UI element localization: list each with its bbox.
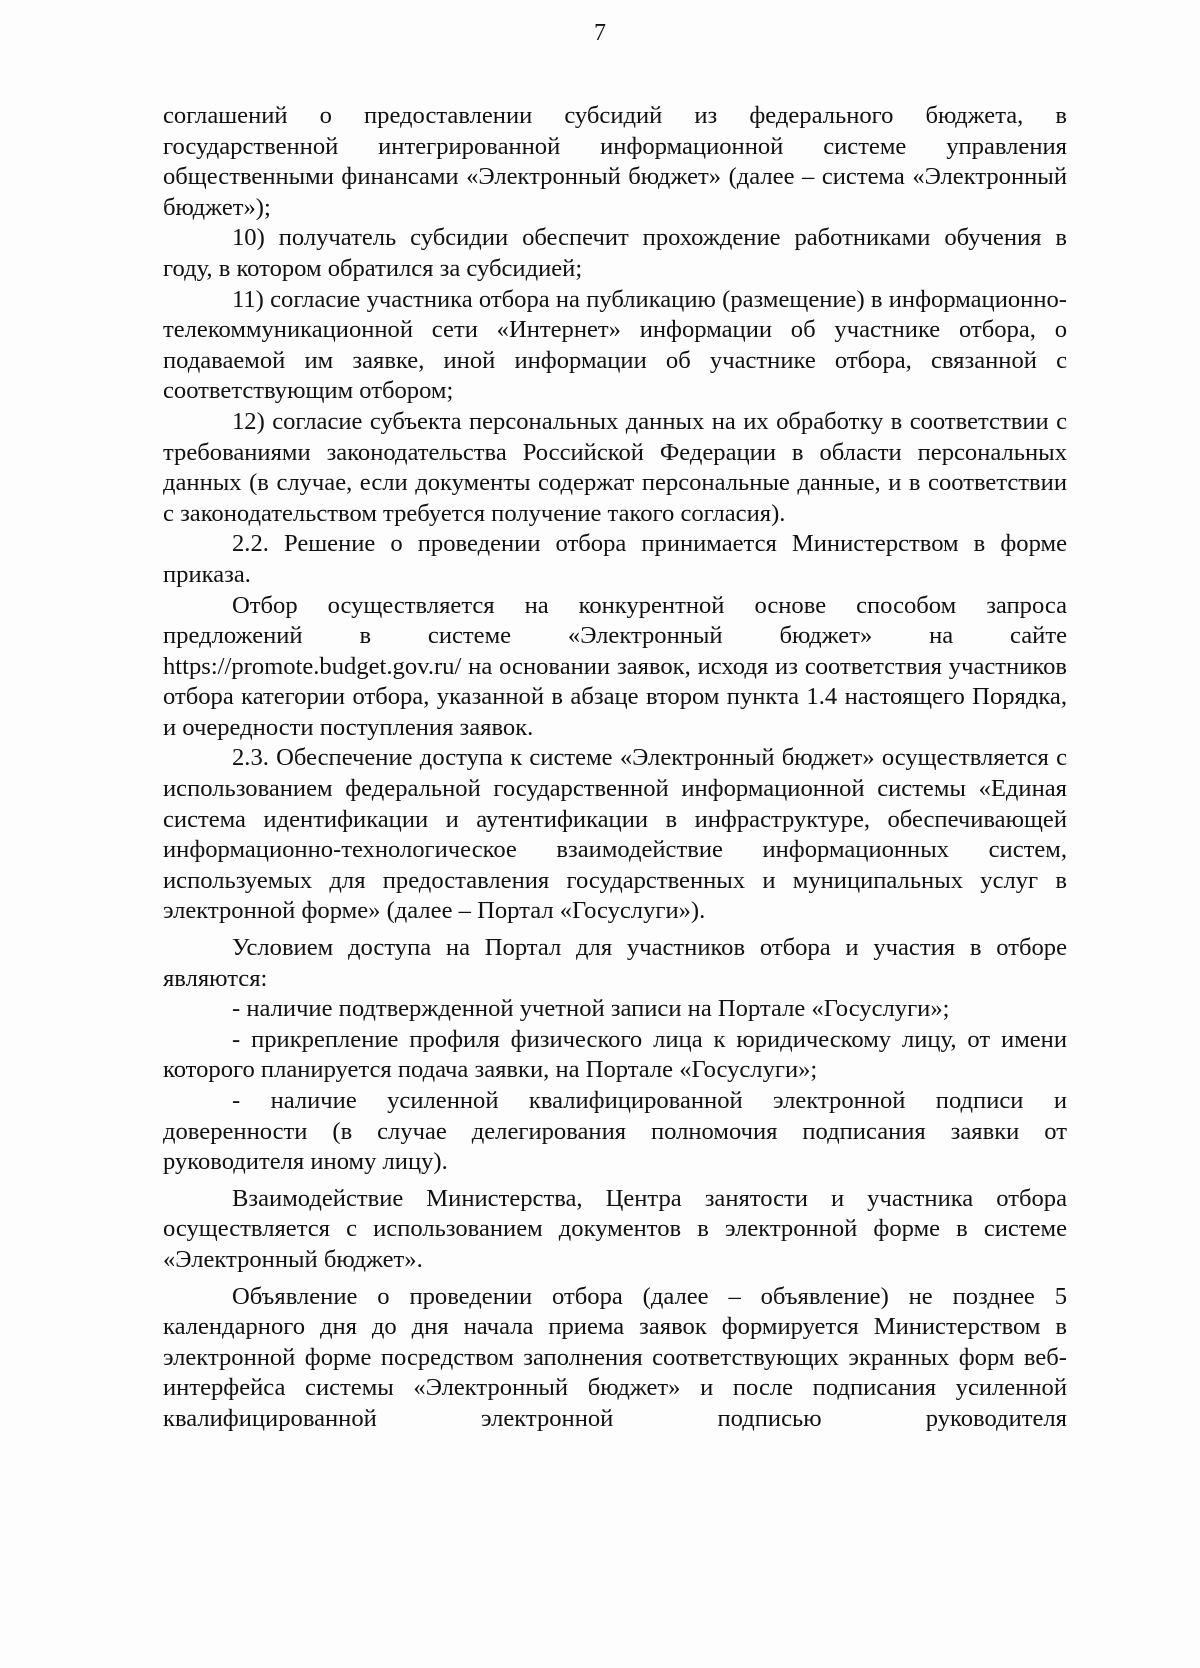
bullet-signature: - наличие усиленной квалифицированной электронной подписи и доверенности (в случае делегирования полномочия подписания заявки от руководителя иному лицу).	[163, 1087, 1067, 1176]
list-item-11: 11) согласие участника отбора на публикацию (размещение) в информационно-телекоммуникационной сети «Интернет» информации об участнике отбора, о подаваемой им заявке, иной информации об участнике отбора, связанной с соответствующим отбором;	[163, 285, 1067, 405]
bullet-profile: - прикрепление профиля физического лица к юридическому лицу, от имени которого планируется подача заявки, на Портале «Госуслуги»;	[163, 1025, 1067, 1084]
list-item-10: 10) получатель субсидии обеспечит прохождение работниками обучения в году, в котором обратился за субсидией;	[163, 224, 1067, 282]
paragraph-announcement: Объявление о проведении отбора (далее – объявление) не позднее 5 календарного дня до дня начала приема заявок формируется Министерством в электронной форме посредством заполнения соответствующих экранных форм веб-интерфейса системы «Электронный бюджет» и после подписания усиленной квалифицированной электронной подписью руководителя	[163, 1282, 1067, 1432]
document-body	[163, 101, 1067, 1435]
paragraph-selection-method: Отбор осуществляется на конкурентной основе способом запроса предложений в системе «Электронный бюджет» на сайте https://promote.budget.gov.ru/ на основании заявок, исходя из соответствия участников отбора категории отбора, указанной в абзаце втором пункта 1.4 настоящего Порядка, и очередности поступления заявок.	[163, 591, 1067, 741]
paragraph-access-conditions: Условием доступа на Портал для участников отбора и участия в отборе являются:	[163, 934, 1067, 992]
bullet-account: - наличие подтвержденной учетной записи на Портале «Госуслуги»;	[232, 995, 950, 1023]
paragraph-2-2: 2.2. Решение о проведении отбора принимается Министерством в форме приказа.	[163, 530, 1067, 588]
paragraph-continuation: соглашений о предоставлении субсидий из федерального бюджета, в государственной интегрированной информационной системе управления общественными финансами «Электронный бюджет» (далее – система «Электронный бюджет»);	[163, 102, 1067, 221]
paragraph-2-3: 2.3. Обеспечение доступа к системе «Электронный бюджет» осуществляется с использованием федеральной государственной информационной системы «Единая система идентификации и аутентификации в инфраструктуре, обеспечивающей информационно-технологическое взаимодействие информационных систем, используемых для предоставления государственных и муниципальных услуг в электронной форме» (далее – Портал «Госуслуги»).	[163, 744, 1067, 925]
page-number: 7	[594, 20, 606, 46]
paragraph-interaction: Взаимодействие Министерства, Центра занятости и участника отбора осуществляется с использованием документов в электронной форме в системе «Электронный бюджет».	[163, 1184, 1067, 1273]
list-item-12: 12) согласие субъекта персональных данных на их обработку в соответствии с требованиями законодательства Российской Федерации в области персональных данных (в случае, если документы содержат персональные данные, и в соответствии с законодательством требуется получение такого согласия).	[163, 407, 1067, 527]
